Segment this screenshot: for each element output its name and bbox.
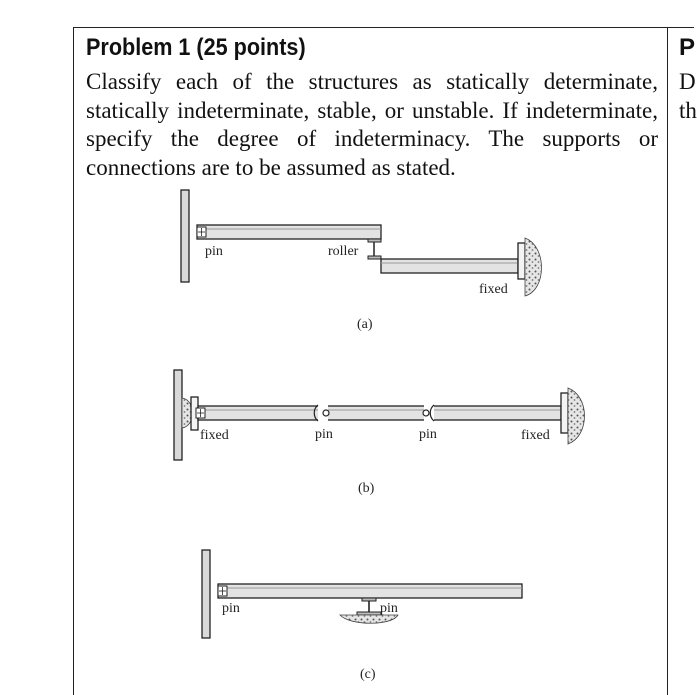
label-pin-c-wall: pin [222,601,240,616]
label-pin-a: pin [205,244,223,259]
wall-c [202,550,210,638]
fixed-soil-a [525,238,542,296]
next-problem-line: th [679,97,697,123]
figure-c [202,550,522,682]
problem-title: Problem 1 (25 points) [86,34,306,61]
label-pin-c-support: pin [380,601,398,616]
caption-c: (c) [360,667,376,682]
next-problem-title: P [679,34,696,61]
beam-c [218,584,522,598]
internal-pin-b-2 [423,405,434,421]
label-pin-b-1: pin [315,427,333,442]
label-fixed-b-right: fixed [521,428,550,443]
beam-a-upper [197,225,381,239]
label-fixed-a: fixed [479,282,508,297]
label-fixed-b-left: fixed [200,428,229,443]
wall-a [181,190,189,282]
figure-b [174,370,585,496]
roller-a [368,239,381,259]
beam-b [198,406,561,420]
beam-a-lower [381,259,518,273]
fixed-soil-b-right [568,388,585,444]
caption-a: (a) [357,317,373,332]
caption-b: (b) [358,481,375,496]
next-problem-line: D [679,69,696,94]
figure-a [181,190,542,332]
fixed-plate-a [518,243,525,279]
problem-statement: Classify each of the structures as statically determinate, statically indeterminate, stable, or unstable. If indeterminate, specify the degree of indeterminacy. The supports or connections are to be assumed as stated. [86,69,658,180]
label-pin-b-2: pin [419,427,437,442]
wall-b [174,370,182,460]
fixed-plate-b-right [561,393,568,433]
label-roller-a: roller [328,244,359,259]
